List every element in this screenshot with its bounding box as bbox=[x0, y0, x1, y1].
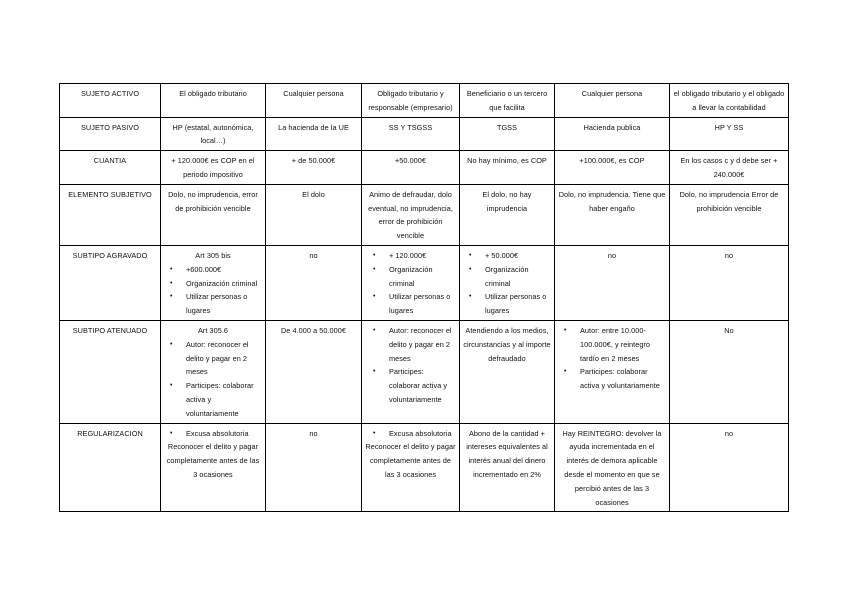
row-header: CUANTIA bbox=[60, 151, 161, 185]
table-cell: No bbox=[670, 320, 789, 423]
table-cell: + de 50.000€ bbox=[266, 151, 362, 185]
row-header: SUJETO ACTIVO bbox=[60, 84, 161, 118]
table-cell: Dolo, no imprudencia, error de prohibición vencible bbox=[161, 184, 266, 245]
table-row bbox=[60, 423, 789, 512]
table-cell: no bbox=[670, 423, 789, 512]
table-cell: El dolo, no hay imprudencia bbox=[460, 184, 555, 245]
table-cell bbox=[555, 320, 670, 423]
table-cell: El obligado tributario bbox=[161, 84, 266, 118]
list-item: • + 50.000€ bbox=[485, 249, 551, 263]
bullet-list bbox=[365, 324, 456, 407]
table-row bbox=[60, 84, 789, 118]
table-cell: Obligado tributario y responsable (empresario) bbox=[362, 84, 460, 118]
table-cell: HP Y SS bbox=[670, 117, 789, 151]
bullet-list bbox=[365, 249, 456, 318]
table-row bbox=[60, 245, 789, 320]
table-cell: Dolo, no imprudencia Error de prohibición vencible bbox=[670, 184, 789, 245]
bullet-list bbox=[164, 338, 262, 421]
list-item: • Organización criminal bbox=[389, 263, 456, 291]
table-cell: no bbox=[266, 245, 362, 320]
table-row bbox=[60, 320, 789, 423]
table-cell bbox=[362, 245, 460, 320]
table-cell: Atendiendo a los medios, circunstancias y al importe defraudado bbox=[460, 320, 555, 423]
list-item: • Autor: entre 10.000-100.000€, y reintegro tardío en 2 meses bbox=[580, 324, 666, 365]
table-cell: No hay mínimo, es COP bbox=[460, 151, 555, 185]
row-header: SUBTIPO AGRAVADO bbox=[60, 245, 161, 320]
table-cell bbox=[161, 320, 266, 423]
list-item: • Utilizar personas o lugares bbox=[186, 290, 262, 318]
row-header: SUJETO PASIVO bbox=[60, 117, 161, 151]
table-cell: HP (estatal, autonómica, local…) bbox=[161, 117, 266, 151]
list-item: • +600.000€ bbox=[186, 263, 262, 277]
table-cell: Dolo, no imprudencia. Tiene que haber engaño bbox=[555, 184, 670, 245]
list-item: • Participes: colaborar activa y voluntariamente bbox=[186, 379, 262, 420]
bullet-list bbox=[365, 427, 456, 441]
table-cell: el obligado tributario y el obligado a llevar la contabilidad bbox=[670, 84, 789, 118]
table-cell: no bbox=[555, 245, 670, 320]
table-cell: Beneficiario o un tercero que facilita bbox=[460, 84, 555, 118]
table-cell bbox=[362, 320, 460, 423]
list-item: • Autor: reconocer el delito y pagar en 2 meses bbox=[389, 324, 456, 365]
table-cell: Cualquier persona bbox=[555, 84, 670, 118]
row-header: SUBTIPO ATENUADO bbox=[60, 320, 161, 423]
table-row bbox=[60, 117, 789, 151]
bullet-list bbox=[558, 324, 666, 393]
list-item: • Autor: reconocer el delito y pagar en 2 meses bbox=[186, 338, 262, 379]
list-item: • + 120.000€ bbox=[389, 249, 456, 263]
list-item: • Excusa absolutoria bbox=[186, 427, 262, 441]
cell-text: Reconocer el delito y pagar completamente antes de las 3 ocasiones bbox=[365, 442, 456, 479]
table-cell: Abono de la cantidad + intereses equivalentes al interés anual del dinero incrementado en 2% bbox=[460, 423, 555, 512]
table-cell bbox=[362, 423, 460, 512]
table-cell bbox=[460, 245, 555, 320]
table-cell bbox=[161, 423, 266, 512]
list-item: • Organización criminal bbox=[485, 263, 551, 291]
table-cell: no bbox=[266, 423, 362, 512]
list-item: • Participes: colaborar activa y voluntariamente bbox=[580, 365, 666, 393]
row-header: REGULARIZACION bbox=[60, 423, 161, 512]
table-row bbox=[60, 151, 789, 185]
list-item: • Utilizar personas o lugares bbox=[485, 290, 551, 318]
article-ref: Art 305.6 bbox=[197, 325, 229, 335]
table-cell bbox=[161, 245, 266, 320]
table-cell: De 4.000 a 50.000€ bbox=[266, 320, 362, 423]
table-cell: Hacienda publica bbox=[555, 117, 670, 151]
table-row bbox=[60, 184, 789, 245]
list-item: • Organización criminal bbox=[186, 277, 262, 291]
bullet-list bbox=[164, 263, 262, 318]
list-item: • Excusa absolutoria bbox=[389, 427, 456, 441]
bullet-list bbox=[164, 427, 262, 441]
list-item: • Participes: colaborar activa y voluntariamente bbox=[389, 365, 456, 406]
table-cell: Animo de defraudar, dolo eventual, no imprudencia, error de prohibición vencible bbox=[362, 184, 460, 245]
table-cell: En los casos c y d debe ser + 240.000€ bbox=[670, 151, 789, 185]
table-cell: +50.000€ bbox=[362, 151, 460, 185]
table-cell: Cualquier persona bbox=[266, 84, 362, 118]
comparison-table bbox=[59, 83, 789, 512]
table-cell: +100.000€, es COP bbox=[555, 151, 670, 185]
table-cell: no bbox=[670, 245, 789, 320]
table-cell: SS Y TSGSS bbox=[362, 117, 460, 151]
list-item: • Utilizar personas o lugares bbox=[389, 290, 456, 318]
table-cell: Hay REINTEGRO: devolver la ayuda incrementada en el interés de demora aplicable desde el momento en que se percibió antes de las 3 ocasiones bbox=[555, 423, 670, 512]
table-cell: TGSS bbox=[460, 117, 555, 151]
article-ref: Art 305 bis bbox=[195, 250, 231, 260]
cell-text: Reconocer el delito y pagar completamente antes de las 3 ocasiones bbox=[166, 442, 260, 479]
table-cell: El dolo bbox=[266, 184, 362, 245]
table-cell: + 120.000€ es COP en el periodo impositivo bbox=[161, 151, 266, 185]
bullet-list bbox=[463, 249, 551, 318]
table-cell: La hacienda de la UE bbox=[266, 117, 362, 151]
row-header: ELEMENTO SUBJETIVO bbox=[60, 184, 161, 245]
